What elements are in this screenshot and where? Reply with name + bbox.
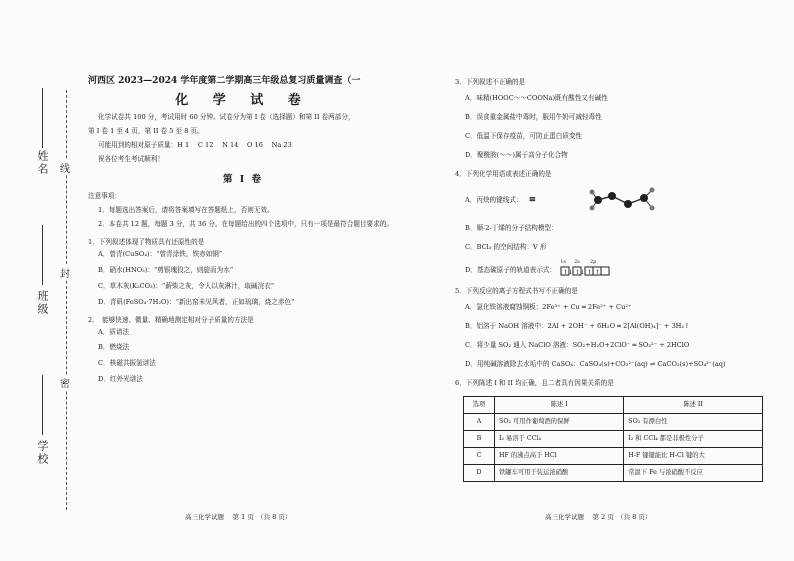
table-cell-statement-1: HF 的沸点高于 HCl <box>495 447 624 464</box>
table-row <box>464 464 763 481</box>
table-cell-statement-2: I₂ 和 CCl₄ 都是非极性分子 <box>624 430 763 447</box>
q1-option-b: B．硝水(HNO₃)：“剪银塊投之，则旋而为水” <box>98 265 234 274</box>
table-row <box>464 447 763 464</box>
right-footer: 高三化学试题 第 2 页 （共 8 页） <box>545 513 652 521</box>
svg-text:↑: ↑ <box>587 269 593 277</box>
q1-option-a: A．曾青(CuSO₄)：“曾青涂铁，铁赤如铜” <box>98 250 223 259</box>
binding-margin <box>0 0 78 561</box>
table-header-option: 选项 <box>464 396 495 413</box>
q2-option-c: C．核磁共振氢谱法 <box>98 359 156 368</box>
q3-option-c: C．低温下保存疫苗，可防止蛋白质变性 <box>465 131 583 140</box>
q4-option-a <box>465 186 765 214</box>
q4-option-d <box>465 259 765 277</box>
q5-option-d: D．用纯碱溶液除去水垢中的 CaSO₄：CaSO₄(s)+CO₃²⁻(aq) ⇌ CaCO₃(s)+SO₄²⁻(aq) <box>465 359 726 368</box>
q3-option-d: D．聚酰胺(～～)属于高分子化合物 <box>465 150 568 159</box>
svg-text:↑↓: ↑↓ <box>563 269 574 277</box>
q2-option-d: D．红外光谱法 <box>98 375 143 384</box>
right-column <box>455 70 765 482</box>
table-cell-statement-1: SO₂ 可用作葡萄酒的保鲜 <box>495 413 624 430</box>
table-cell-statement-2: 常温下 Fe 与浓硝酸不反应 <box>624 464 763 481</box>
q5-option-c: C．将少量 SO₂ 通入 NaClO 溶液：SO₂+H₂O+2ClO⁻ ═ SO₃²⁻ + 2HClO <box>465 340 690 349</box>
table-row <box>464 430 763 447</box>
class-line <box>42 225 43 285</box>
q2-option-b: B．燃烧法 <box>98 343 130 352</box>
table-header-row <box>464 396 763 413</box>
table-header-statement-1: 陈述 I <box>495 396 624 413</box>
triple-bond-symbol: ≡ <box>528 195 537 206</box>
table-cell-option: B <box>464 430 495 447</box>
left-footer: 高三化学试题 第 1 页 （共 8 页） <box>185 513 292 521</box>
exam-title: 化 学 试 卷 <box>175 92 311 108</box>
notes-title: 注意事项： <box>88 192 121 201</box>
orbital-label-1s: 1s <box>560 259 566 266</box>
table-cell-option: C <box>464 447 495 464</box>
seal-char-3: 密 <box>60 375 70 390</box>
q2-option-a: A．质谱法 <box>98 327 130 336</box>
left-column <box>88 76 398 392</box>
question-3-stem: 3．下列叙述不正确的是 <box>455 78 526 86</box>
q1-option-d: D．青矾(FeSO₄·7H₂O)：“新出窑未见风者，正如琉璃，烧之赤色” <box>98 297 295 306</box>
exam-header: 河西区 2023—2024 学年度第二学期高三年级总复习质量调查（一 <box>88 76 361 86</box>
table-cell-statement-1: I₂ 易溶于 CCl₄ <box>495 430 624 447</box>
table-cell-statement-2: SO₂ 有漂白性 <box>624 413 763 430</box>
q4-option-b: B．顺-2-丁烯的分子结构模型： <box>465 224 558 233</box>
comparison-table <box>463 396 763 482</box>
table-cell-statement-2: H-F 键键能比 H-Cl 键的大 <box>624 447 763 464</box>
table-cell-option: D <box>464 464 495 481</box>
intro-line-1: 化学试卷共 100 分，考试用时 60 分钟。试卷分为第 I 卷（选择题）和第 II 卷两部分， <box>98 113 355 122</box>
q4-option-d-text: D．基态碳原子的轨道表示式： <box>465 266 557 275</box>
name-label: 姓名 <box>36 150 49 176</box>
q5-option-b: B．铝溶于 NaOH 溶液中：2Al + 2OH⁻ + 6H₂O ═ 2[Al(OH)₄]⁻ + 3H₂↑ <box>465 322 690 331</box>
q4-option-a-text: A．丙炔的键线式： <box>465 196 523 205</box>
note-2: 2．本卷共 12 题，每题 3 分，共 36 分。在每题给出的四个选项中，只有一项是最符合题目要求的。 <box>98 220 393 229</box>
name-line <box>42 88 43 148</box>
section-title: 第 I 卷 <box>222 174 264 186</box>
seal-char-1: 线 <box>60 160 70 175</box>
question-6-stem: 6．下列陈述 I 和 II 均正确，且二者具有因果关系的是 <box>455 378 614 387</box>
q3-option-b: B．误食重金属盐中毒时，服用牛奶可减轻毒性 <box>465 112 602 121</box>
orbital-label-2s: 2s <box>574 259 580 266</box>
orbital-label-2p: 2p <box>589 259 597 266</box>
intro-line-4: 祝各位考生考试顺利！ <box>98 155 164 164</box>
note-1: 1．每题选出答案后，请将答案填写在答题纸上，否则无效。 <box>98 206 274 215</box>
q4-option-c: C．BCl₃ 的空间结构：V 形 <box>465 243 547 252</box>
question-5-stem: 5．下列反应的离子方程式书写不正确的是 <box>455 287 578 296</box>
school-label: 学校 <box>36 440 49 466</box>
question-1-stem: 1．下列叙述体现了物质具有还原性的是 <box>88 238 205 247</box>
seal-char-2: 封 <box>60 265 70 280</box>
question-2-stem: 2． 能够快速、微量、精确地测定相对分子质量的方法是 <box>88 315 254 324</box>
orbital-diagram-icon <box>560 263 620 277</box>
table-cell-statement-1: 铁罐车可用于装运浓硝酸 <box>495 464 624 481</box>
svg-text:↑↓: ↑↓ <box>575 269 586 277</box>
table-header-statement-2: 陈述 II <box>624 396 763 413</box>
table-row <box>464 413 763 430</box>
table-cell-option: A <box>464 413 495 430</box>
intro-line-3: 可能用到的相对原子质量：H 1 C 12 N 14 O 16 Na 23 <box>98 141 292 150</box>
q1-option-c: C．草木灰(K₂CO₃)：“薪柴之灰，令人以灰淋汁，取碱浣衣” <box>98 281 275 290</box>
butene-ball-model-icon <box>588 186 658 214</box>
school-line <box>42 375 43 435</box>
svg-text:↑: ↑ <box>595 269 601 277</box>
intro-line-2: 第 I 卷 1 至 4 页，第 II 卷 5 至 8 页。 <box>88 127 204 136</box>
question-4-stem: 4．下列化学用语或表述正确的是 <box>455 169 552 178</box>
q3-option-a: A．味精(HOOC～～COONa)既有酸性又有碱性 <box>465 93 608 102</box>
seal-line <box>66 90 67 510</box>
q5-option-a: A．氯化铁溶液腐蚀铜板：2Fe³⁺ + Cu ═ 2Fe²⁺ + Cu²⁺ <box>465 303 632 312</box>
class-label: 班级 <box>36 290 49 316</box>
